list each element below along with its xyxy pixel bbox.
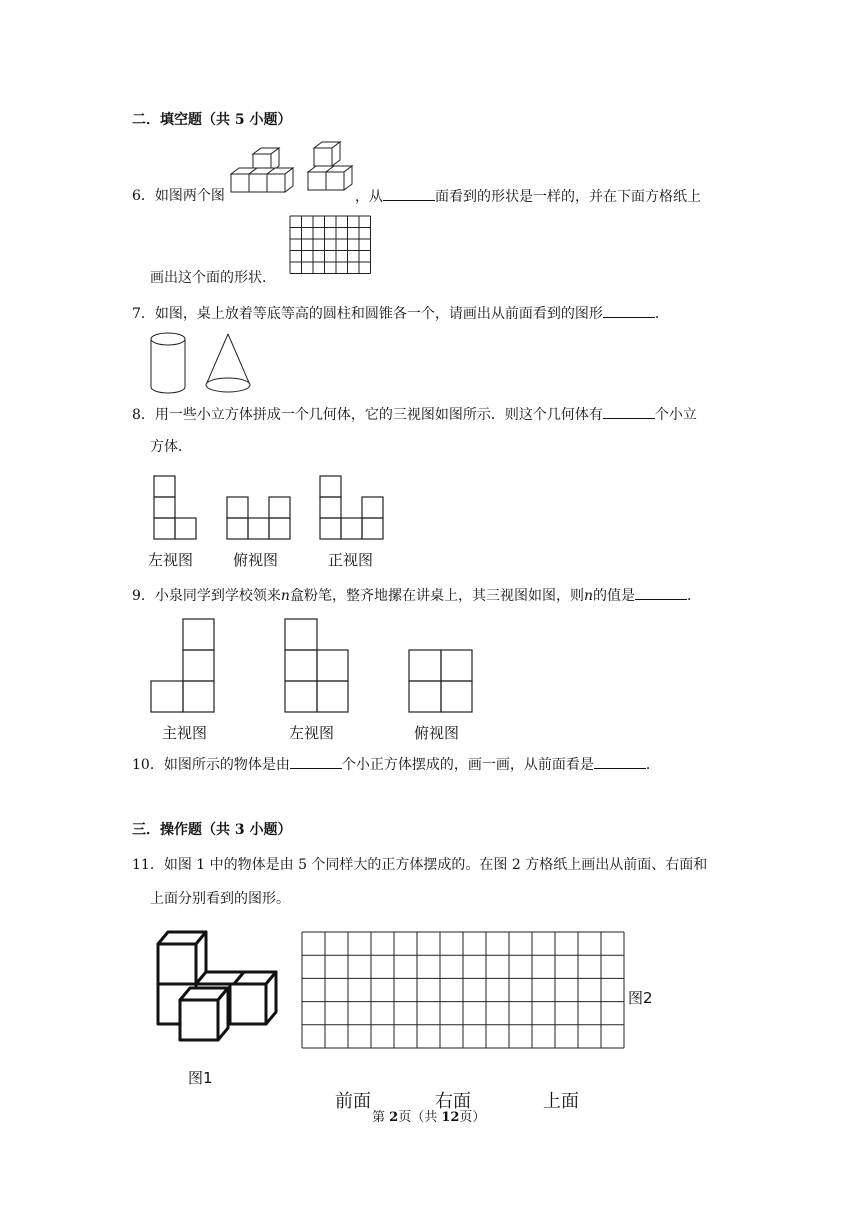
q8-line2: 方体． bbox=[150, 439, 192, 455]
q11-figure-1-label: 图1 bbox=[188, 1069, 213, 1087]
q7-cylinder-and-cone-figure bbox=[146, 330, 256, 396]
q8-left-view bbox=[153, 475, 197, 541]
q10-line1 bbox=[132, 754, 660, 775]
q11-view-label-front: 前面 bbox=[335, 1091, 371, 1112]
q8-line1 bbox=[132, 404, 697, 425]
q9-left-view bbox=[284, 618, 350, 713]
q6-cube-figure-right bbox=[300, 140, 360, 196]
q9-caption-left-view: 左视图 bbox=[289, 724, 335, 742]
q6-line1-prefix: 6．如图两个图 bbox=[132, 188, 225, 204]
footer-total-pages: 12 bbox=[441, 1110, 460, 1125]
q8-top-view bbox=[226, 496, 292, 541]
q8-text: 8．用一些小立方体拼成一个几何体，它的三视图如图所示．则这个几何体有 bbox=[132, 407, 603, 423]
q6-line2: 画出这个面的形状． bbox=[150, 270, 276, 286]
footer-prefix: 第 bbox=[372, 1110, 390, 1125]
q11-view-label-top: 上面 bbox=[543, 1091, 579, 1112]
q6-line1-suffix bbox=[355, 186, 701, 207]
footer-suffix: 页） bbox=[459, 1110, 486, 1125]
q9-var-n-2: n bbox=[583, 588, 593, 604]
q9-text-a: 9．小泉同学到学校领来 bbox=[132, 588, 281, 604]
q11-line1: 11．如图 1 中的物体是由 5 个同样大的正方体摆成的。在图 2 方格纸上画出从前面、右面和 bbox=[132, 857, 708, 873]
q9-text-b: 盒粉笔，整齐地摞在讲桌上，其三视图如图，则 bbox=[289, 588, 584, 604]
q8-caption-front-view: 正视图 bbox=[328, 551, 374, 569]
q6-grid-paper bbox=[289, 215, 373, 275]
q10-text-a: 10．如图所示的物体是由 bbox=[132, 757, 290, 773]
footer-mid: 页（共 bbox=[398, 1110, 442, 1125]
q9-text-c: 的值是 bbox=[592, 588, 635, 604]
q9-caption-front-view: 主视图 bbox=[162, 724, 208, 742]
q8-caption-left-view: 左视图 bbox=[148, 551, 194, 569]
q9-caption-top-view: 俯视图 bbox=[414, 724, 460, 742]
q11-figure-1-cubes bbox=[154, 928, 282, 1046]
q10-end: ． bbox=[645, 757, 660, 773]
q7-end: ． bbox=[654, 306, 669, 322]
q9-end: ． bbox=[686, 588, 701, 604]
q10-answer-blank-1[interactable] bbox=[290, 754, 342, 769]
q10-text-b: 个小正方体摆成的，画一画，从前面看是 bbox=[341, 757, 594, 773]
q7-text: 7．如图，桌上放着等底等高的圆柱和圆锥各一个，请画出从前面看到的图形 bbox=[132, 306, 603, 322]
q9-answer-blank[interactable] bbox=[635, 585, 687, 600]
section-3-heading: 三．操作题（共 3 小题） bbox=[132, 822, 292, 838]
q8-caption-top-view: 俯视图 bbox=[233, 551, 279, 569]
page-footer bbox=[372, 1108, 485, 1128]
q11-line2: 上面分别看到的图形。 bbox=[150, 891, 290, 907]
q6-answer-blank[interactable] bbox=[383, 186, 435, 201]
q8-front-view bbox=[319, 475, 385, 541]
q9-var-n: n bbox=[280, 588, 290, 604]
q6-text-a: ，从 bbox=[355, 189, 383, 205]
q6-text-b: 面看到的形状是一样的，并在下面方格纸上 bbox=[435, 189, 701, 205]
q8-answer-blank[interactable] bbox=[603, 404, 655, 419]
q11-view-label-right: 右面 bbox=[435, 1091, 471, 1112]
q8-text-suffix: 个小立 bbox=[654, 407, 697, 423]
q9-line1 bbox=[132, 585, 701, 606]
q10-answer-blank-2[interactable] bbox=[594, 754, 646, 769]
q9-top-view bbox=[408, 649, 474, 713]
q11-figure-2-label: 图2 bbox=[628, 989, 653, 1007]
q7-line1 bbox=[132, 303, 669, 324]
q7-answer-blank[interactable] bbox=[603, 303, 655, 318]
q11-figure-2-grid-paper[interactable] bbox=[301, 931, 625, 1050]
q6-cube-figure-left bbox=[229, 146, 301, 196]
section-2-heading: 二．填空题（共 5 小题） bbox=[132, 112, 292, 128]
footer-page-number: 2 bbox=[389, 1110, 399, 1125]
q9-front-view bbox=[150, 618, 216, 713]
